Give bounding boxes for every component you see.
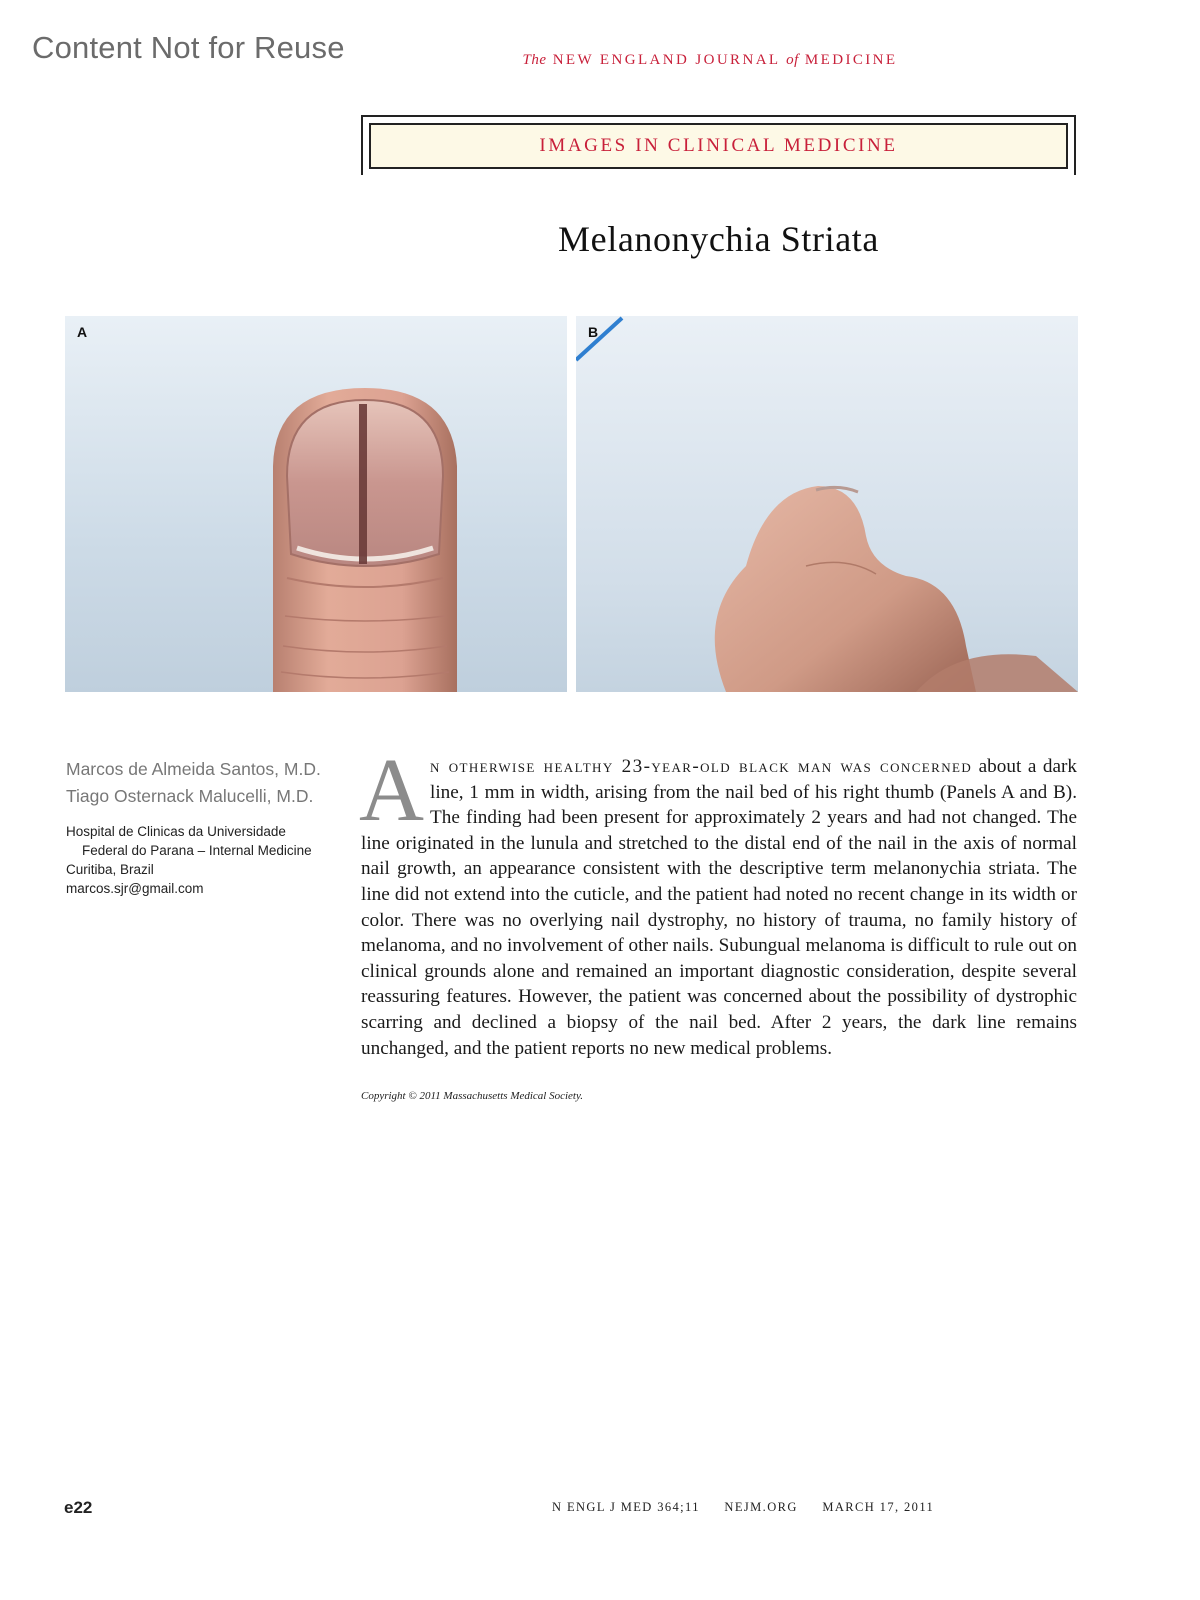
section-banner: IMAGES IN CLINICAL MEDICINE xyxy=(369,123,1068,169)
article-body xyxy=(359,741,1077,1061)
watermark: Content Not for Reuse xyxy=(32,30,345,65)
journal-of: of xyxy=(786,52,799,68)
journal-header xyxy=(360,52,1060,69)
journal-medicine: MEDICINE xyxy=(804,52,898,68)
page-number: e22 xyxy=(64,1498,93,1517)
thumbnail-front-image xyxy=(65,316,567,692)
author-list xyxy=(66,756,321,810)
copyright-notice: Copyright © 2011 Massachusetts Medical Society. xyxy=(361,1090,584,1102)
affiliation-line: Federal do Parana – Internal Medicine xyxy=(82,843,312,858)
author-email: marcos.sjr@gmail.com xyxy=(66,881,204,896)
figure-panel-a xyxy=(65,316,567,692)
affiliation-line: Curitiba, Brazil xyxy=(66,862,154,877)
lead-in: n otherwise healthy 23-year-old black man was concerned xyxy=(430,756,973,777)
affiliation xyxy=(66,822,312,898)
article-title: Melanonychia Striata xyxy=(558,219,879,259)
drop-cap: A xyxy=(359,741,424,840)
figure-panel-b xyxy=(576,316,1078,692)
panel-a-label: A xyxy=(77,324,88,340)
affiliation-line: Hospital de Clinicas da Universidade xyxy=(66,824,286,839)
journal-new-england: NEW ENGLAND JOURNAL xyxy=(552,52,780,68)
footer-citation xyxy=(552,1500,954,1515)
citation: N ENGL J MED 364;11 xyxy=(552,1500,700,1514)
author-name: Marcos de Almeida Santos, M.D. xyxy=(66,759,321,779)
panel-b-label: B xyxy=(588,324,599,340)
body-paragraph: about a dark line, 1 mm in width, arising from the nail bed of his right thumb (Panels A and B). The finding had been present for approximately 2 years and had not changed. The line originated in the lunula and stretched to the distal end of the nail in the axis of normal nail growth, an appearance consistent with the descriptive term melanonychia striata. The line did not extend into the cuticle, and the patient had noted no recent change in its width or color. There was no overlying nail dystrophy, no history of trauma, no family history of melanoma, and no involvement of other nails. Subungual melanoma is difficult to rule out on clinical grounds alone and remained an important diagnostic consideration, despite several reassuring features. However, the patient was concerned about the possibility of dystrophic scarring and declined a biopsy of the nail bed. After 2 years, the dark line remains unchanged, and the patient reports no new medical problems. xyxy=(361,756,1077,1059)
author-name: Tiago Osternack Malucelli, M.D. xyxy=(66,786,314,806)
thumbnail-side-image xyxy=(576,316,1078,692)
issue-date: MARCH 17, 2011 xyxy=(822,1500,935,1514)
journal-site: NEJM.ORG xyxy=(724,1500,798,1514)
journal-the: The xyxy=(522,52,547,68)
